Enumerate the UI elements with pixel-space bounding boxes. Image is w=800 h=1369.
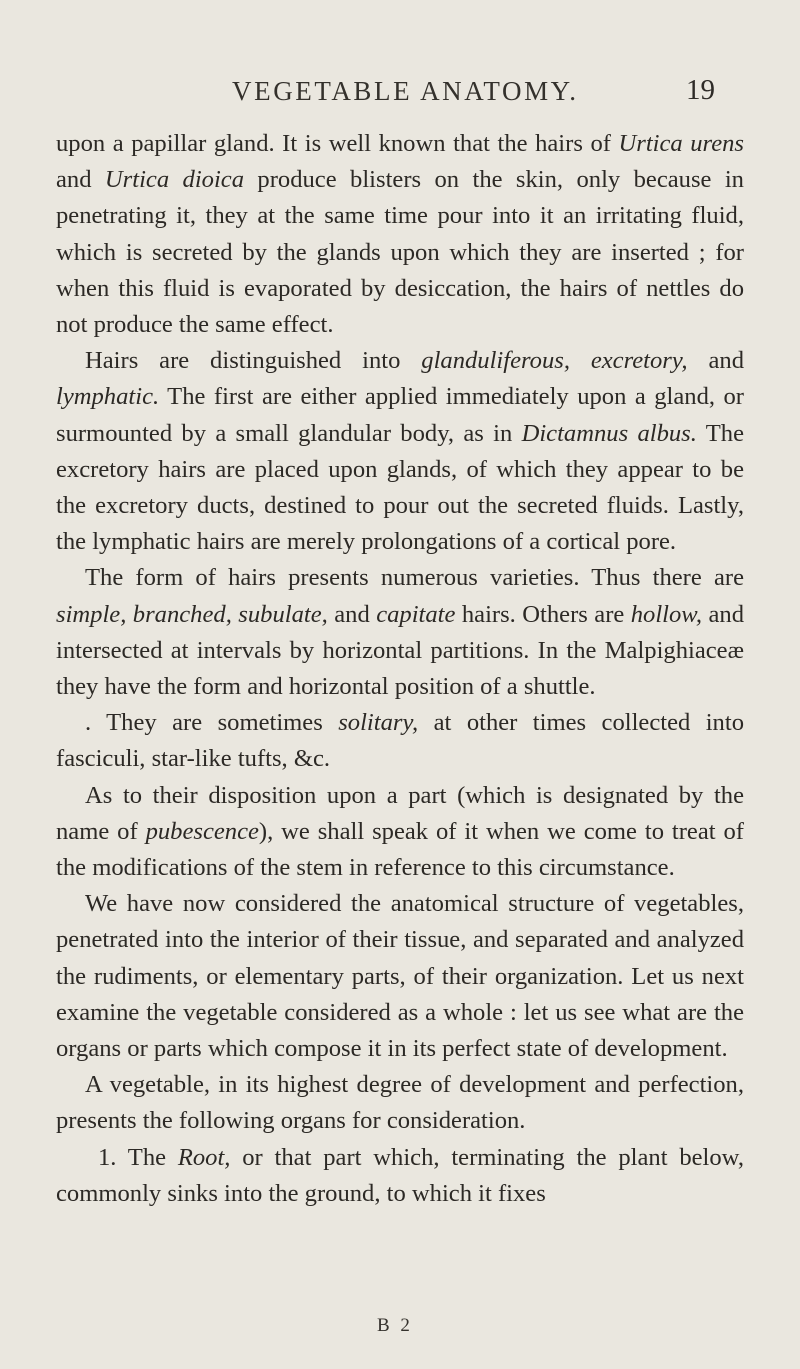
italic-text: lymphatic. [56, 383, 160, 411]
italic-text: hollow, [630, 600, 703, 628]
paragraph [56, 778, 744, 887]
italic-text: pubescence [145, 817, 259, 845]
italic-text: solitary, [338, 709, 419, 737]
text-run: 1. The [98, 1143, 178, 1171]
text-run: ), we shall speak of it when we come to treat of the modifications of the stem in reference to this circumstance. [56, 817, 744, 882]
paragraph [56, 343, 744, 560]
text-run: produce blisters on the skin, only because in penetrating it, they at the same time pour into it an irritating fluid, which is secreted by the glands upon which they are inserted ; for when this fluid is evaporated by desiccation, the hairs of nettles do not produce the same effect. [56, 166, 744, 339]
text-run: Hairs are distinguished into [85, 347, 422, 375]
paragraph [56, 886, 744, 1067]
italic-text: simple, branched, subulate, [56, 600, 328, 628]
italic-text: glanduliferous, excretory, [421, 347, 688, 375]
signature-mark: B 2 [377, 1315, 413, 1336]
italic-text: capitate [376, 600, 456, 628]
paragraph [56, 1140, 744, 1212]
italic-text: Urtica dioica [104, 166, 245, 194]
page-header [0, 76, 800, 116]
text-run: . They are sometimes [85, 709, 339, 737]
text-run: The form of hairs presents numerous varieties. Thus there are [85, 564, 744, 592]
italic-text: Root, [177, 1143, 231, 1171]
text-run: A vegetable, in its highest degree of development and perfection, presents the following organs for consideration. [56, 1071, 744, 1135]
text-run: As to their disposition upon a part (which is designated by the name of [56, 781, 744, 845]
paragraph [56, 560, 744, 705]
text-run: or that part which, terminating the plant below, commonly sinks into the ground, to which it fixes [56, 1143, 744, 1207]
paragraph [56, 705, 744, 777]
text-run: We have now considered the anatomical structure of vegetables, penetrated into the interior of their tissue, and separated and analyzed the rudiments, or elementary parts, of their organization. Let us next examine the vegetable considered as a whole : let us see what are the organs or parts which compose it in its perfect state of development. [56, 890, 744, 1063]
paragraph [56, 126, 744, 343]
italic-text: Urtica urens [618, 130, 744, 157]
text-run: hairs. Others are [455, 600, 631, 628]
text-run: and [327, 600, 377, 628]
running-title: VEGETABLE ANATOMY. [232, 76, 579, 106]
text-run: upon a papillar gland. It is well known that the hairs of [56, 130, 619, 157]
text-run: and [56, 166, 105, 194]
text-run: and intersected at intervals by horizontal partitions. In the Malpighiaceæ they have the form and horizontal position of a shuttle. [56, 600, 745, 701]
text-run: and [687, 347, 744, 375]
body-text [56, 126, 744, 1212]
text-run: at other times collected into fasciculi, star-like tufts, &c. [56, 709, 744, 773]
text-run: The excretory hairs are placed upon glands, of which they appear to be the excretory ducts, destined to pour out the secreted fluids. Lastly, the lymphatic hairs are merely prolongations of a cortical pore. [56, 419, 744, 556]
italic-text: Dictamnus albus. [521, 419, 697, 447]
text-run: The first are either applied immediately upon a gland, or surmounted by a small glandular body, as in [56, 383, 744, 447]
paragraph [56, 1067, 744, 1139]
page-number: 19 [686, 74, 715, 106]
